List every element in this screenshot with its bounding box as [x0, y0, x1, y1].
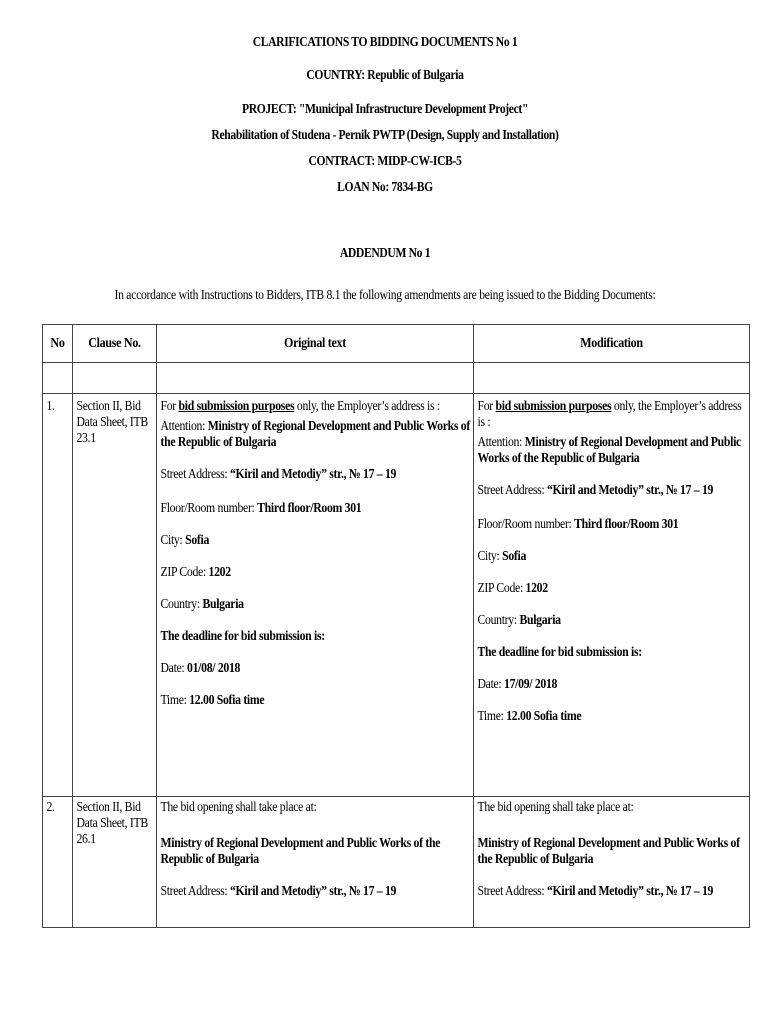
table-header-row	[43, 325, 750, 363]
deadline-time: Time: 12.00 Sofia time	[160, 692, 265, 707]
modification-cell	[474, 394, 750, 797]
address-intro: For bid submission purposes only, the Employer’s address is :	[160, 398, 440, 413]
clause-cell	[73, 394, 157, 797]
clause-cell	[73, 797, 157, 928]
zip-code: ZIP Code: 1202	[477, 580, 548, 595]
street-address: Street Address: “Kiril and Metodiy” str., № 17 – 19	[477, 482, 714, 497]
opening-line: The bid opening shall take place at:	[160, 799, 317, 814]
table-spacer-row	[43, 363, 750, 394]
zip-code: ZIP Code: 1202	[160, 564, 231, 579]
street-address: Street Address: “Kiril and Metodiy” str., № 17 – 19	[477, 883, 714, 898]
table-row	[43, 394, 750, 797]
subproject-line: Rehabilitation of Studena - Pernik PWTP (Design, Supply and Installation)	[211, 127, 559, 142]
city: City: Sofia	[477, 548, 527, 563]
clause-text: Section II, Bid Data Sheet, ITB 23.1	[76, 398, 148, 445]
loan-line: LOAN No: 7834-BG	[337, 179, 433, 194]
address-intro: For bid submission purposes only, the Employer’s address is :	[477, 398, 742, 429]
deadline-heading: The deadline for bid submission is:	[160, 628, 325, 643]
original-text-cell	[157, 797, 474, 928]
column-header-modification: Modification	[474, 325, 750, 363]
deadline-date: Date: 01/08/ 2018	[160, 660, 241, 675]
street-address: Street Address: “Kiril and Metodiy” str., № 17 – 19	[160, 883, 397, 898]
row-number-cell	[43, 797, 73, 928]
attention-line: Attention: Ministry of Regional Development and Public Works of the Republic of Bulgaria	[477, 434, 741, 465]
amendments-table	[42, 324, 750, 928]
ministry-line: Ministry of Regional Development and Public Works of the Republic of Bulgaria	[477, 835, 740, 866]
column-header-original: Original text	[157, 325, 474, 363]
deadline-heading: The deadline for bid submission is:	[477, 644, 642, 659]
city: City: Sofia	[160, 532, 210, 547]
ministry-line: Ministry of Regional Development and Public Works of the Republic of Bulgaria	[160, 835, 441, 866]
country: Country: Bulgaria	[477, 612, 561, 627]
table-row	[43, 797, 750, 928]
attention-line: Attention: Ministry of Regional Development and Public Works of the Republic of Bulgaria	[160, 418, 470, 449]
modification-cell	[474, 797, 750, 928]
project-line: PROJECT: "Municipal Infrastructure Development Project"	[241, 101, 529, 116]
opening-line: The bid opening shall take place at:	[477, 799, 634, 814]
country-line: COUNTRY: Republic of Bulgaria	[306, 67, 464, 82]
deadline-date: Date: 17/09/ 2018	[477, 676, 558, 691]
row-number-cell	[43, 394, 73, 797]
floor-room: Floor/Room number: Third floor/Room 301	[160, 500, 362, 515]
floor-room: Floor/Room number: Third floor/Room 301	[477, 516, 679, 531]
document-title: CLARIFICATIONS TO BIDDING DOCUMENTS No 1	[252, 34, 518, 49]
deadline-time: Time: 12.00 Sofia time	[477, 708, 582, 723]
clause-text: Section II, Bid Data Sheet, ITB 26.1	[76, 799, 148, 846]
intro-text: In accordance with Instructions to Bidders, ITB 8.1 the following amendments are being issued to the Bidding Documents:	[114, 287, 656, 302]
row-number: 2.	[46, 799, 55, 814]
contract-line: CONTRACT: MIDP-CW-ICB-5	[308, 153, 462, 168]
row-number: 1.	[46, 398, 55, 413]
column-header-no: No	[43, 325, 73, 363]
addendum-heading: ADDENDUM No 1	[339, 245, 431, 260]
country: Country: Bulgaria	[160, 596, 244, 611]
column-header-clause: Clause No.	[73, 325, 157, 363]
street-address: Street Address: “Kiril and Metodiy” str., № 17 – 19	[160, 466, 397, 481]
original-text-cell	[157, 394, 474, 797]
